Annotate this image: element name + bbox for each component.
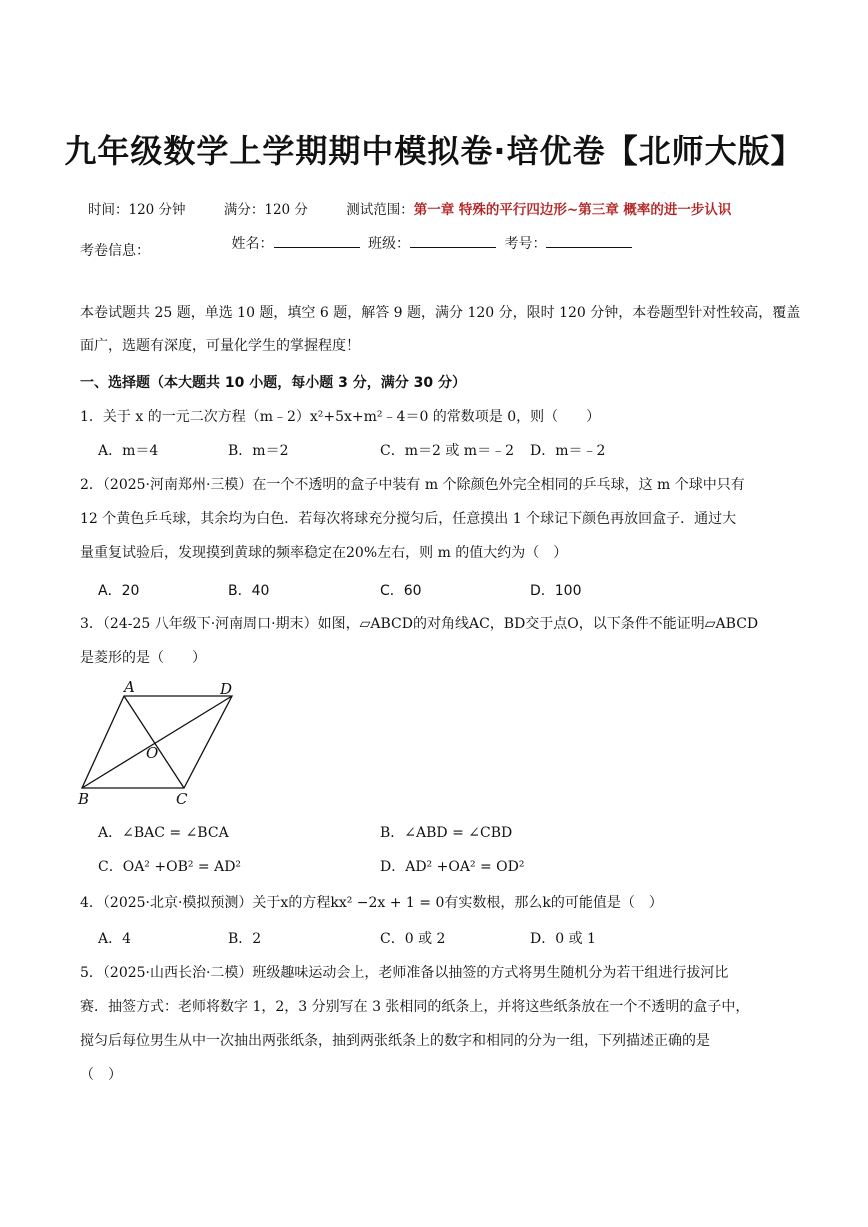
option-a[interactable]: A．4	[98, 931, 132, 947]
vertex-label-c: C	[176, 790, 188, 808]
exam-meta	[88, 198, 731, 218]
option-b[interactable]: B．2	[228, 931, 262, 947]
class-blank[interactable]	[410, 233, 496, 248]
question-text: 5．（2025·山西长治·二模）班级趣味运动会上，老师准备以抽签的方式将男生随机分为若干组进行拔河比	[80, 965, 729, 981]
question-text: 3．（24-25 八年级下·河南周口·期末）如图，▱ABCD的对角线AC，BD交于点O，以下条件不能证明▱ABCD	[80, 616, 759, 632]
name-label: 姓名：	[231, 236, 274, 252]
diagonal-ac	[124, 696, 184, 788]
number-blank[interactable]	[546, 233, 632, 248]
diagonal-bd	[82, 696, 232, 788]
info-heading: 考卷信息：	[80, 243, 150, 259]
option-d[interactable]: D．100	[530, 583, 582, 599]
option-c[interactable]: C．m＝2 或 m＝﹣2	[380, 443, 514, 459]
question-text: 是菱形的是（ ）	[80, 650, 206, 666]
time-limit: 时间：120 分钟	[88, 202, 186, 218]
option-b[interactable]: B．m＝2	[228, 443, 289, 459]
number-label: 考号：	[504, 236, 547, 252]
range-value: 第一章 特殊的平行四边形~第三章 概率的进一步认识	[413, 202, 732, 218]
option-d[interactable]: D．m＝﹣2	[530, 443, 606, 459]
question-text: 1．关于 x 的一元二次方程（m﹣2）x²+5x+m²﹣4＝0 的常数项是 0，则（ ）	[80, 409, 601, 425]
option-a[interactable]: A．20	[98, 583, 140, 599]
option-b[interactable]: B．40	[228, 583, 270, 599]
info-line: 本卷试题共 25 题，单选 10 题，填空 6 题，解答 9 题，满分 120 分，限时 120 分钟，本卷题型针对性较高，覆盖	[80, 305, 801, 321]
question-text: 赛．抽签方式：老师将数字 1，2，3 分别写在 3 张相同的纸条上，并将这些纸条放在一个不透明的盒子中，	[80, 999, 750, 1015]
option-a[interactable]: A．m＝4	[98, 443, 159, 459]
center-label-o: O	[146, 744, 159, 762]
question-text: 12 个黄色乒乓球，其余均为白色．若每次将球充分搅匀后，任意摸出 1 个球记下颜色再放回盒子．通过大	[80, 511, 737, 527]
section-heading: 一、选择题（本大题共 10 小题，每小题 3 分，满分 30 分）	[80, 375, 466, 391]
question-text: 4．（2025·北京·模拟预测）关于x的方程kx² −2x + 1 = 0有实数根，那么k的可能值是（ ）	[80, 895, 663, 911]
option-b[interactable]: B．∠ABD = ∠CBD	[380, 825, 513, 841]
vertex-label-b: B	[78, 790, 90, 808]
question-text: （ ）	[80, 1067, 122, 1083]
info-line: 面广，选题有深度，可量化学生的掌握程度！	[80, 338, 360, 354]
vertex-label-d: D	[220, 680, 233, 698]
class-label: 班级：	[368, 236, 410, 252]
option-c[interactable]: C．OA² +OB² = AD²	[98, 859, 242, 875]
vertex-label-a: A	[124, 678, 135, 696]
exam-title: 九年级数学上学期期中模拟卷·培优卷【北师大版】	[64, 132, 804, 170]
full-score: 满分：120 分	[223, 202, 308, 218]
name-blank[interactable]	[274, 233, 360, 248]
option-a[interactable]: A．∠BAC = ∠BCA	[98, 825, 229, 841]
option-c[interactable]: C．0 或 2	[380, 931, 446, 947]
option-d[interactable]: D．AD² +OA² = OD²	[380, 859, 525, 875]
option-c[interactable]: C．60	[380, 583, 422, 599]
option-d[interactable]: D．0 或 1	[530, 931, 596, 947]
question-text: 搅匀后每位男生从中一次抽出两张纸条，抽到两张纸条上的数字和相同的分为一组，下列描述正确的是	[80, 1033, 710, 1049]
range-label: 测试范围：	[346, 202, 414, 218]
question-text: 2．（2025·河南郑州·三模）在一个不透明的盒子中装有 m 个除颜色外完全相同的乒乓球，这 m 个球中只有	[80, 477, 745, 493]
question-text: 量重复试验后，发现摸到黄球的频率稳定在20%左右，则 m 的值大约为（ ）	[80, 545, 568, 561]
parallelogram-figure	[74, 676, 244, 808]
